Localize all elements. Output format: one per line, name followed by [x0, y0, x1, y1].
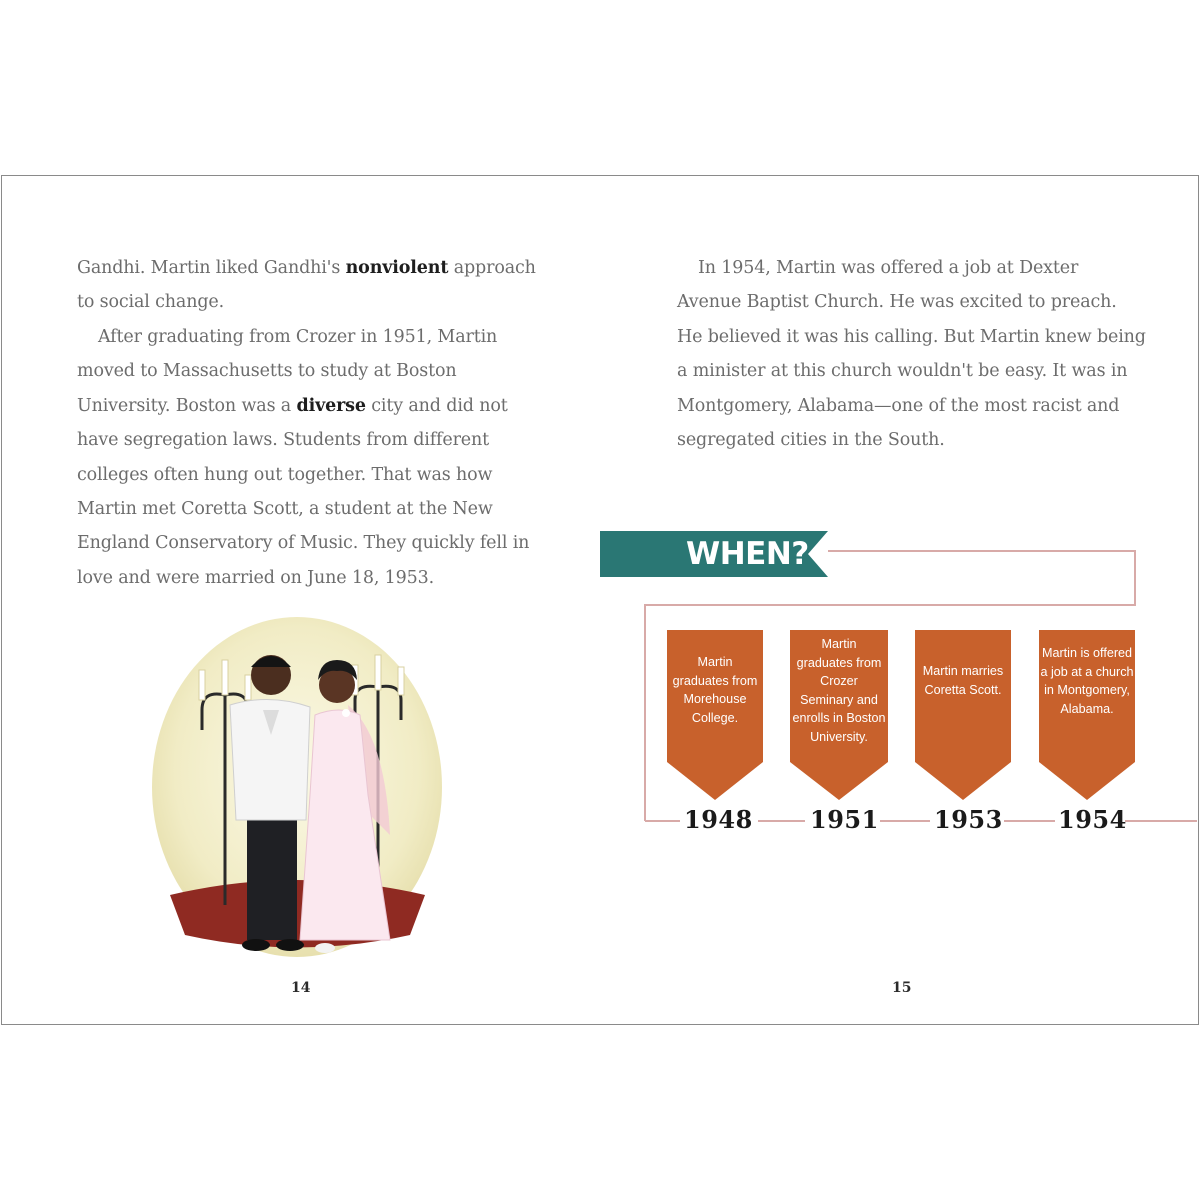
event-year: 1953	[934, 805, 1003, 834]
page-number-left: 14	[291, 980, 311, 996]
event-description: Martin graduates from Morehouse College.	[672, 655, 758, 725]
event-description: Martin graduates from Crozer Seminary and enrolls in Boston University.	[792, 637, 886, 744]
when-heading: WHEN?	[686, 536, 809, 572]
page-number-right: 15	[892, 980, 912, 996]
right-paragraph-1: In 1954, Martin was offered a job at Dexter Avenue Baptist Church. He was excited to preach. He believed it was his calling. But Martin knew being a minister at this church wouldn't be easy. It was in Montgomery, Alabama—one of the most racist and segregated cities in the South.	[677, 258, 1146, 451]
vocab-word-nonviolent: nonviolent	[345, 258, 449, 278]
left-paragraph-2: After graduating from Crozer in 1951, Martin moved to Massachusetts to study at Boston University. Boston was a diverse city and did not have segregation laws. Students from different colleges often hung out together. That was how Martin met Coretta Scott, a student at the New England Conservatory of Music. They quickly fell in love and were married on June 18, 1953.	[77, 327, 530, 588]
vocab-word-diverse: diverse	[296, 395, 366, 416]
left-paragraph-1: Gandhi. Martin liked Gandhi's nonviolent approach to social change.	[77, 258, 536, 313]
event-year: 1948	[684, 805, 753, 834]
event-card	[915, 630, 1011, 800]
event-year: 1954	[1058, 805, 1127, 834]
event-description: Martin is offered a job at a church in Montgomery, Alabama.	[1040, 646, 1134, 716]
event-description: Martin marries Coretta Scott.	[922, 664, 1004, 697]
event-year: 1951	[810, 805, 879, 834]
